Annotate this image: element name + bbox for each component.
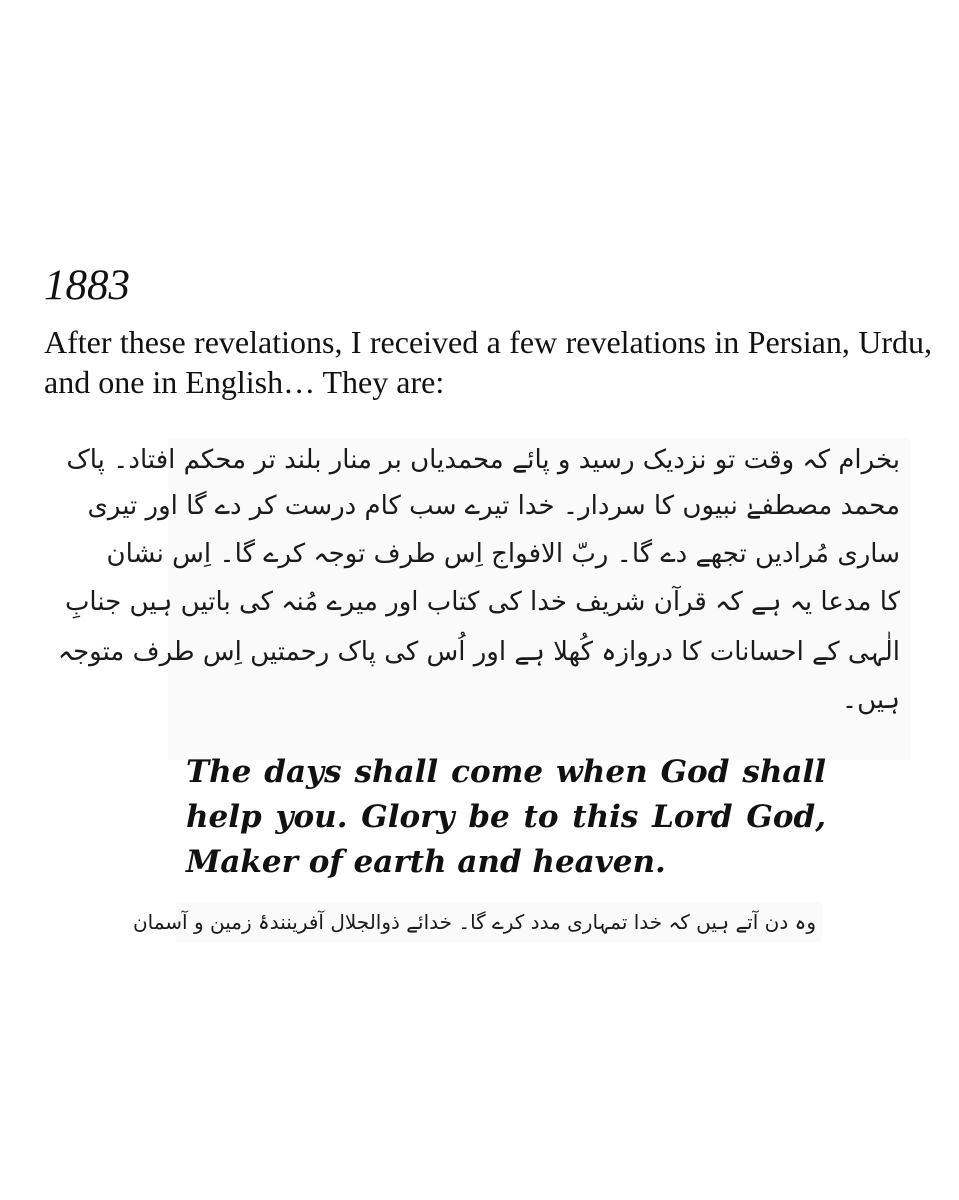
urdu-line: الٰہی کے احسانات کا دروازہ کُھلا ہے اور اُس کی پاک رحمتیں اِس طرف متوجہ xyxy=(57,637,900,667)
english-revelation-text: The days shall come when God shall help you. Glory be to this Lord God, Maker of earth and heaven. xyxy=(186,754,826,880)
urdu-line: ہیں۔ xyxy=(841,685,900,715)
intro-paragraph: After these revelations, I received a few revelations in Persian, Urdu, and one in English… They are: xyxy=(44,324,932,400)
year-heading: 1883 xyxy=(44,262,130,309)
urdu-revelation-image xyxy=(57,438,910,760)
urdu-line: بخرام کہ وقت تو نزدیک رسید و پائے محمدیاں بر منار بلند تر محکم افتاد۔ پاک xyxy=(66,445,900,475)
urdu-line: محمد مصطفےٰ نبیوں کا سردار۔ خدا تیرے سب کام درست کر دے گا اور تیری xyxy=(87,491,900,521)
urdu-line: ساری مُرادیں تجھے دے گا۔ ربّ الافواج اِس طرف توجہ کرے گا۔ اِس نشان xyxy=(106,539,900,569)
urdu-translation-line: وہ دن آتے ہیں کہ خدا تمہاری مدد کرے گا۔ خدائے ذوالجلال آفرینندۂ زمین و آسمان xyxy=(176,902,822,942)
urdu-line: کا مدعا یہ ہے کہ قرآن شریف خدا کی کتاب اور میرے مُنہ کی باتیں ہیں جنابِ xyxy=(64,587,900,617)
